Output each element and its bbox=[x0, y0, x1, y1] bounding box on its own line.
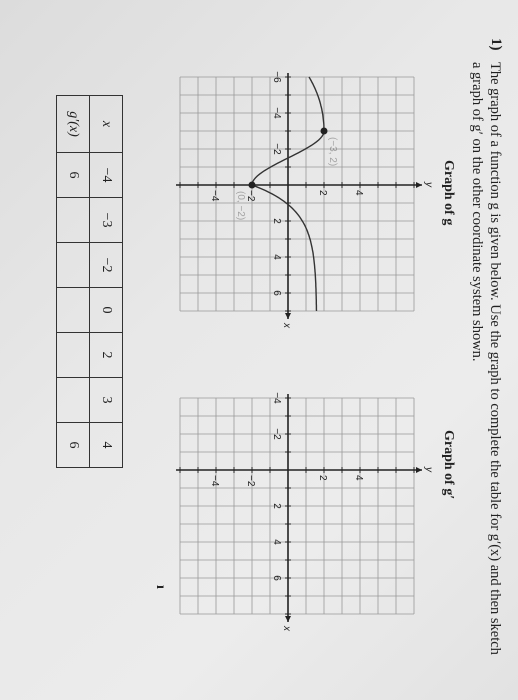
x-tick-label: −2 bbox=[271, 143, 282, 155]
y-tick-label: −4 bbox=[209, 190, 220, 202]
table-cell: 6 bbox=[57, 153, 90, 198]
y-tick-label: 4 bbox=[353, 190, 364, 196]
graph-gprime-axes bbox=[176, 394, 422, 622]
graph-gprime-y-label: y bbox=[423, 467, 434, 472]
x-tick-label: 2 bbox=[271, 503, 282, 509]
problem-number: 1) bbox=[488, 38, 504, 51]
y-tick-label: −4 bbox=[209, 475, 220, 487]
table-row-x bbox=[90, 96, 123, 468]
graph-g bbox=[148, 60, 438, 330]
y-tick-label: 4 bbox=[353, 475, 364, 481]
x-tick-label: 2 bbox=[271, 218, 282, 224]
graph-g-point-label-min: (0, −2) bbox=[235, 191, 246, 221]
derivative-table bbox=[56, 95, 123, 468]
x-tick-label: −2 bbox=[271, 428, 282, 440]
y-axis-arrow bbox=[416, 467, 422, 473]
table-cell bbox=[57, 243, 90, 288]
x-tick-label: −4 bbox=[271, 107, 282, 119]
graph-gprime-grid bbox=[180, 398, 414, 614]
table-cell bbox=[57, 333, 90, 378]
graph-gprime bbox=[148, 375, 438, 645]
x-tick-label: 4 bbox=[271, 539, 282, 545]
table-cell bbox=[57, 198, 90, 243]
x-tick-label: 6 bbox=[271, 290, 282, 296]
graph-g-y-label: y bbox=[423, 182, 434, 187]
graph-g-title: Graph of g bbox=[441, 160, 456, 226]
graph-g-point-label-max: (−3, 2) bbox=[327, 137, 338, 167]
x-axis-arrow bbox=[285, 616, 291, 622]
x-tick-label: 4 bbox=[271, 254, 282, 260]
table-cell: 4 bbox=[90, 423, 123, 468]
x-axis-arrow bbox=[285, 313, 291, 319]
y-tick-label: 2 bbox=[317, 190, 328, 196]
graph-gprime-title: Graph of g′ bbox=[441, 430, 456, 500]
graph-g-tick-labels bbox=[209, 71, 364, 296]
table-cell bbox=[57, 288, 90, 333]
table-cell: −4 bbox=[90, 153, 123, 198]
graph-g-local-min-point bbox=[249, 182, 256, 189]
table-cell bbox=[57, 378, 90, 423]
x-tick-label: 6 bbox=[271, 575, 282, 581]
table-cell: 6 bbox=[57, 423, 90, 468]
graph-gprime-tick-labels bbox=[209, 392, 364, 581]
graph-g-x-label: x bbox=[281, 323, 292, 328]
y-tick-label: 2 bbox=[317, 475, 328, 481]
table-cell: 2 bbox=[90, 333, 123, 378]
margin-mark: ı bbox=[153, 585, 168, 589]
graph-gprime-x-label: x bbox=[281, 626, 292, 631]
graph-g-local-max-point bbox=[321, 128, 328, 135]
table-cell: 0 bbox=[90, 288, 123, 333]
y-axis-arrow bbox=[416, 182, 422, 188]
problem-text: The graph of a function g is given below. Use the graph to complete the table for g′(x) and then sketch a graph of g′ on the other coordinate system shown. bbox=[469, 62, 503, 655]
x-tick-label: −4 bbox=[271, 392, 282, 404]
y-tick-label: −2 bbox=[245, 475, 256, 487]
table-gprime-label: g′(x) bbox=[57, 96, 90, 153]
table-x-label: x bbox=[90, 96, 123, 153]
y-tick-label: −2 bbox=[245, 190, 256, 202]
table-cell: 3 bbox=[90, 378, 123, 423]
table-cell: −2 bbox=[90, 243, 123, 288]
x-tick-label: −6 bbox=[271, 71, 282, 83]
table-cell: −3 bbox=[90, 198, 123, 243]
table-row-gprime bbox=[57, 96, 90, 468]
